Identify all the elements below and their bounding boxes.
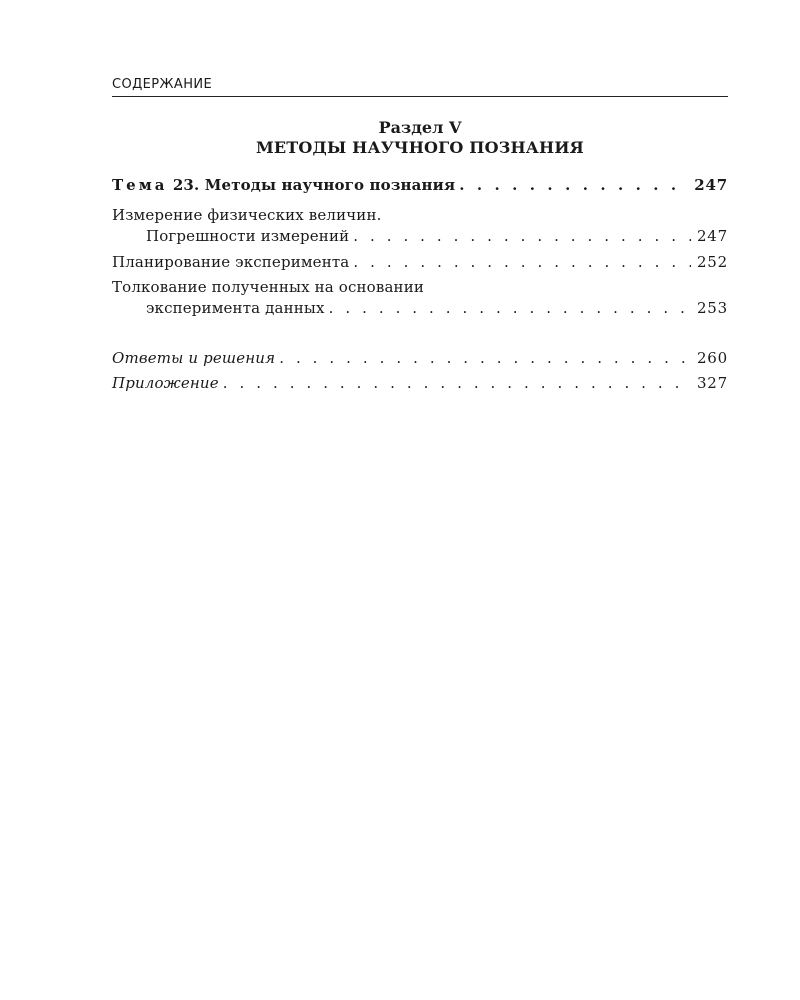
page-number: 247 [694, 176, 728, 194]
topic-title: 23. Методы научного познания [172, 176, 456, 194]
toc-entry-continuation [112, 299, 728, 319]
entry-title: эксперимента данных [146, 299, 325, 317]
entry-title: Погрешности измерений [146, 227, 350, 245]
page-number: 253 [696, 299, 728, 317]
toc-entry [112, 253, 728, 273]
dot-leader [279, 349, 691, 367]
toc-topic-entry [112, 176, 728, 196]
dot-leader [223, 374, 691, 392]
toc-entry-continuation [112, 227, 728, 247]
entry-title: Измерение физических величин. [112, 206, 382, 224]
toc-appendix-entry [112, 349, 728, 369]
page-number: 252 [696, 253, 728, 271]
toc-appendix-entry [112, 374, 728, 394]
page-number: 260 [696, 349, 728, 367]
topic-prefix: Тема [112, 176, 168, 194]
dot-leader [329, 299, 691, 317]
toc-entry [112, 278, 728, 298]
page-number: 327 [696, 374, 728, 392]
running-head: СОДЕРЖАНИЕ [112, 77, 213, 92]
header-rule [112, 96, 728, 97]
entry-title: Планирование эксперимента [112, 253, 350, 271]
topic-heading [112, 176, 455, 194]
section-title: МЕТОДЫ НАУЧНОГО ПОЗНАНИЯ [255, 138, 584, 157]
dot-leader [353, 227, 691, 245]
toc-entry [112, 206, 728, 226]
dot-leader [459, 176, 688, 194]
entry-title: Приложение [112, 374, 219, 392]
section-label: Раздел V [378, 118, 462, 137]
page-number: 247 [696, 227, 728, 245]
dot-leader [353, 253, 691, 271]
entry-title: Ответы и решения [112, 349, 276, 367]
entry-title: Толкование полученных на основании [112, 278, 424, 296]
